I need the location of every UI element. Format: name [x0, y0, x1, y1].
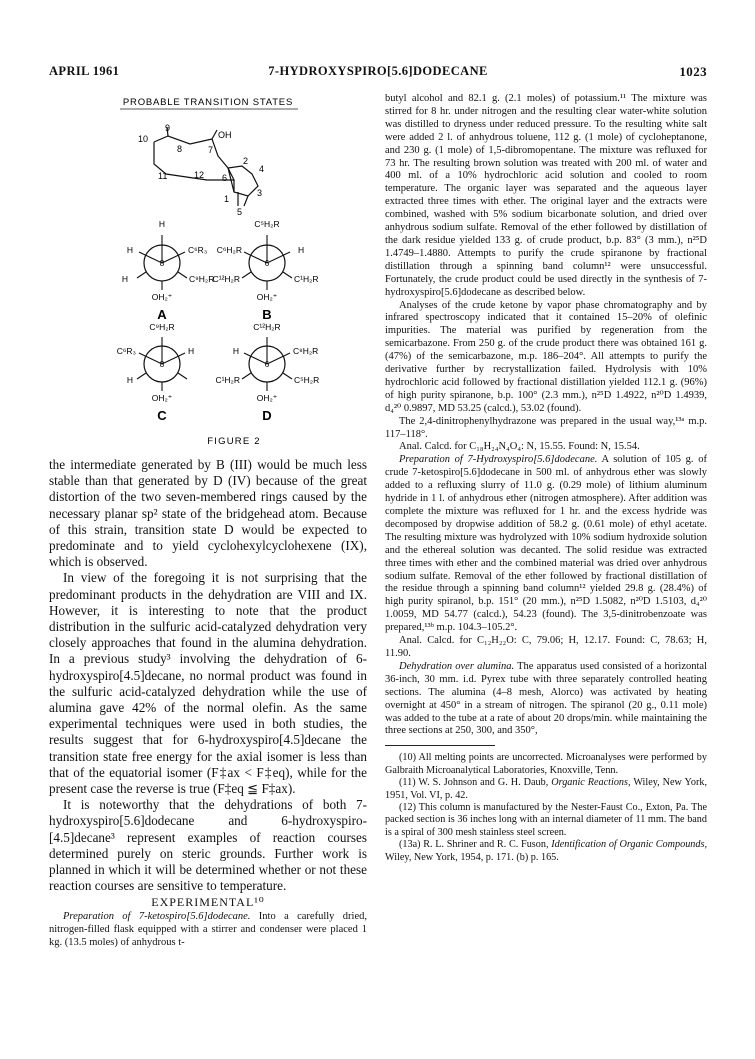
header-page-number: 1023: [679, 64, 707, 79]
figure-caption: FIGURE 2: [207, 436, 261, 447]
proj-c-right: H: [188, 346, 195, 356]
footnotes: [385, 752, 707, 864]
proj-a-label: A: [157, 307, 167, 322]
footnote-12: (12) This column is manufactured by the Nester-Faust Co., Exton, Pa. The packed section is 36 inches long with an internal diameter of 11 mm. The band is a spiral of 300 mesh stainless steel screen.: [385, 801, 707, 838]
footnote-11: [385, 777, 707, 802]
left-para-1: the intermediate generated by B (III) would be much less stable than that generated by D (IV) because of the great distortion of the two seven-membered rings caused by the necessary planar sp² state of the bridgehead atom. Because of this strain, transition state D would be expected to predominate and to yield cyclohexylcyclohexene (IX), which is observed.: [49, 457, 367, 570]
header-date: APRIL 1961: [49, 64, 120, 78]
left-exp-paragraph: [49, 911, 367, 950]
footnote-13-authors: (13a) R. L. Shriner and R. C. Fuson,: [399, 839, 552, 851]
ring-num-9: 9: [165, 123, 171, 133]
proj-b-upper-left: C⁶H₂R: [216, 245, 242, 255]
proj-d-label: D: [262, 408, 272, 423]
proj-b-label: B: [262, 307, 272, 322]
right-para-5-text: A solution of 105 g. of crude 7-ketospiro[5.6]dodecane in 500 ml. of anhydrous ether was slowly added to a refluxing slurry of 11.0 g. (0.29 mole) of lithium aluminum hydride in 1 l. of anhydrous ether (nitrogen atmosphere). After addition was complete the mixture was refluxed for 1 hr. and the excess hydride was decomposed by dropwise addition of 58.2 g. (0.61 mole) of ethyl acetate. The resulting mixture was hydrolyzed with 10% sodium hydroxide solution and the ethereal solution was decanted. The solid residue was extracted three times with ether and the combined material was dried over anhydrous sodium sulfate. Removal of the ether followed by fractional distillation of the residue through a spinning band column¹² yielded 29.8 g. (28.4%) of high purity spiranol, b.p. 151° (20 mm.), n²⁵D 1.5082, n²⁰D 1.5103, d₄²⁰ 1.0059, MD 54.77 (calcd.), 54.23 (found). The 3,5-dinitrobenzoate was prepared,¹³ᵇ m.p. 104.3–105.2°.: [385, 454, 707, 634]
footnote-13-title: Identification of Organic Compounds,: [551, 839, 707, 851]
proj-d-lower-left: C¹H₂R: [215, 375, 240, 385]
figure-transition-states: [62, 92, 354, 452]
footnote-rule: [385, 745, 495, 746]
proj-b-center: 6: [264, 259, 270, 268]
ring-num-2: 2: [243, 156, 249, 166]
left-exp-title: Preparation of 7-ketospiro[5.6]dodecane.: [63, 910, 251, 922]
newman-projection-d: [215, 322, 319, 423]
right-para-2: Analyses of the crude ketone by vapor phase chromatography and by infrared spectroscopy indicated that it contained 15–20% of olefinic impurities. The material was purified by regeneration from the semicarbazone. From 250 g. of the crude product there was obtained 161 g. (47%) of the semicarbazone, m.p. 186–204°. All attempts to purify the derivative further by recrystallization failed. Hydrolysis with 10% hydrochloric acid followed by fractional distillation yielded 112.1 g. (96%) of high purity spiranone, b.p. 100° (2.3 mm.), n²⁵D 1.4922, n²⁰D 1.4939, d₄²⁰ 0.9897, MD 53.25 (calcd.), 53.02 (found).: [385, 299, 707, 414]
right-para-7-title: Dehydration over alumina.: [399, 660, 515, 672]
figure-svg: [62, 92, 354, 452]
proj-c-bottom: OH₂⁺: [151, 393, 173, 403]
proj-d-lower-right: C⁵H₂R: [294, 375, 320, 385]
left-exp-text: Into a carefully dried, nitrogen-filled flask equipped with a stirrer and condenser were placed 1 kg. (13.5 moles) of anhydrous t-: [49, 910, 367, 948]
newman-projection-a: [122, 219, 214, 322]
right-para-1: butyl alcohol and 82.1 g. (2.1 moles) of potassium.¹¹ The mixture was stirred for 8 hr. under nitrogen and the resulting clear water-white solution was distilled to dryness under reduced pressure. To the resulting white salt were added 2 l. of anhydrous toluene, 112 g. (1 mole) of cycloheptanone, and 230 g. (1 mole) of 1,5-dibromopentane. The mixture was refluxed for 73 hr. The resulting brown solution was treated with 200 ml. of water and 400 ml. of a 10% hydrochloric acid solution and cooled to room temperature. The organic layer was separated and the aqueous layer extracted three times with ether. The original layer and the extracts were combined, washed with 5% sodium bicarbonate solution, and dried over anhydrous sodium sulfate. Removal of the ether followed by distillation of the dark residue yielded 133 g. of crude product, b.p. 83° (3 mm.), n²⁵D 1.4749–1.4880. Attempts to purify the crude spiranone by fractional distillation through a spinning band column¹² were unsuccessful. Fortunately, the crude product could be used directly in the synthesis of 7-hydroxyspiro[5.6]dodecane as described below.: [385, 93, 707, 298]
proj-b-right: H: [298, 245, 305, 255]
footnote-11-authors: (11) W. S. Johnson and G. H. Daub,: [399, 777, 552, 789]
right-para-5-title: Preparation of 7-Hydroxyspiro[5.6]dodecane.: [399, 454, 598, 466]
experimental-heading: EXPERIMENTAL¹⁰: [151, 895, 265, 910]
proj-a-upper-right: C⁶R₃: [188, 245, 208, 255]
ring-num-12: 12: [194, 170, 205, 180]
newman-projection-c: [117, 322, 194, 423]
header-title: 7-HYDROXYSPIRO[5.6]DODECANE: [268, 64, 488, 78]
proj-b-lower-left: C¹²H₂R: [212, 274, 240, 284]
spiro-structure: [154, 127, 258, 206]
proj-c-upper-left: C⁶R₃: [116, 346, 136, 356]
ring-num-4: 4: [259, 164, 265, 174]
ring-num-10: 10: [138, 134, 149, 144]
proj-c-top: C⁹H₂R: [149, 322, 175, 332]
proj-a-top: H: [158, 219, 166, 229]
proj-b-top: C⁵H₂R: [254, 219, 280, 229]
proj-d-center: 6: [264, 360, 270, 369]
proj-b-lower-right: C¹H₂R: [294, 274, 319, 284]
ring-num-3: 3: [257, 188, 263, 198]
right-para-5: [385, 454, 707, 635]
left-column: [49, 457, 367, 949]
proj-a-center: 8: [159, 259, 165, 268]
ring-num-1: 1: [224, 194, 230, 204]
running-header: [49, 64, 707, 80]
proj-d-left: H: [232, 346, 240, 356]
right-para-3: The 2,4-dinitrophenylhydrazone was prepared in the usual way,¹³ᵃ m.p. 117–118°.: [385, 415, 707, 440]
proj-a-left: H: [126, 245, 134, 255]
proj-d-top: C¹²H₂R: [253, 322, 281, 332]
ring-num-5: 5: [237, 207, 243, 217]
figure-title: PROBABLE TRANSITION STATES: [122, 97, 294, 108]
footnote-11-title: Organic Reactions,: [551, 777, 631, 789]
ring-num-11: 11: [158, 171, 168, 181]
proj-c-label: C: [157, 408, 167, 423]
ring-num-8: 8: [177, 144, 183, 154]
footnote-13-rest: Wiley, New York, 1954, p. 171. (b) p. 165.: [385, 851, 559, 863]
left-para-3: It is noteworthy that the dehydrations of both 7-hydroxyspiro[5.6]dodecane and 6-hydroxyspiro-[4.5]decane³ represent examples of reaction courses determined purely on steric grounds. Further work is planned in which it will be determined whether or not these reaction courses are sensitive to temperature.: [49, 797, 367, 894]
right-para-7-text: The apparatus used consisted of a horizontal 36-inch, 30 mm. i.d. Pyrex tube with three separately controlled heating sections. The alumina (4–8 mesh, Alorco) was activated by heating overnight at 450° in a stream of nitrogen. The spiranol (20 g., 0.11 mole) was added to the tube at a rate of about 20 drops/min. while maintaining the three sections at 250, 300, and 350°,: [385, 660, 707, 737]
proj-d-upper-right: C⁸H₂R: [293, 346, 319, 356]
ring-oh: OH: [218, 130, 232, 140]
right-para-7: [385, 661, 707, 738]
proj-a-lower-left: H: [121, 274, 129, 284]
ring-num-7: 7: [208, 145, 214, 155]
proj-c-center: 8: [159, 360, 165, 369]
right-column: [385, 93, 707, 864]
left-para-2: In view of the foregoing it is not surprising that the predominant products in the dehydration are VIII and IX. However, it is interesting to note that the product distribution in the sulfuric acid-catalyzed dehydration very closely approaches that found in the alumina dehydration. In a previous study³ involving the dehydration of 6-hydroxyspiro[4.5]decane, no normal product was found in the sulfuric acid-catalyzed dehydration while the use of alumina gave 42% of the normal olefin. As the same experimental techniques were used in both studies, the results suggest that for 6-hydroxyspiro[4.5]decane the transition state free energy for the axial isomer is less than that of the equatorial isomer (F‡ax < F‡eq), while for the present case the reverse is true (F‡eq ≦ F‡ax).: [49, 570, 367, 797]
ring-num-6: 6: [222, 173, 228, 183]
proj-a-bottom: OH₂⁺: [151, 292, 173, 302]
proj-a-lower-right: C⁹H₂R: [189, 274, 215, 284]
proj-c-lower-left: H: [126, 375, 134, 385]
footnote-10: (10) All melting points are uncorrected. Microanalyses were performed by Galbraith Microanalytical Laboratories, Knoxville, Tenn.: [385, 752, 707, 776]
proj-d-bottom: OH₂⁺: [256, 393, 278, 403]
right-para-6: Anal. Calcd. for C₁₂H₂₂O: C, 79.06; H, 12.17. Found: C, 78.63; H, 11.90.: [385, 635, 707, 659]
footnote-13: [385, 839, 707, 864]
footnote-11-rest: Wiley, New York, 1951, Vol. VI, p. 42.: [385, 777, 707, 801]
proj-b-bottom: OH₂⁺: [256, 292, 278, 302]
newman-projection-b: [213, 219, 319, 322]
right-para-4: Anal. Calcd. for C₁₈H₂₄N₄O₄: N, 15.55. Found: N, 15.54.: [399, 441, 640, 453]
